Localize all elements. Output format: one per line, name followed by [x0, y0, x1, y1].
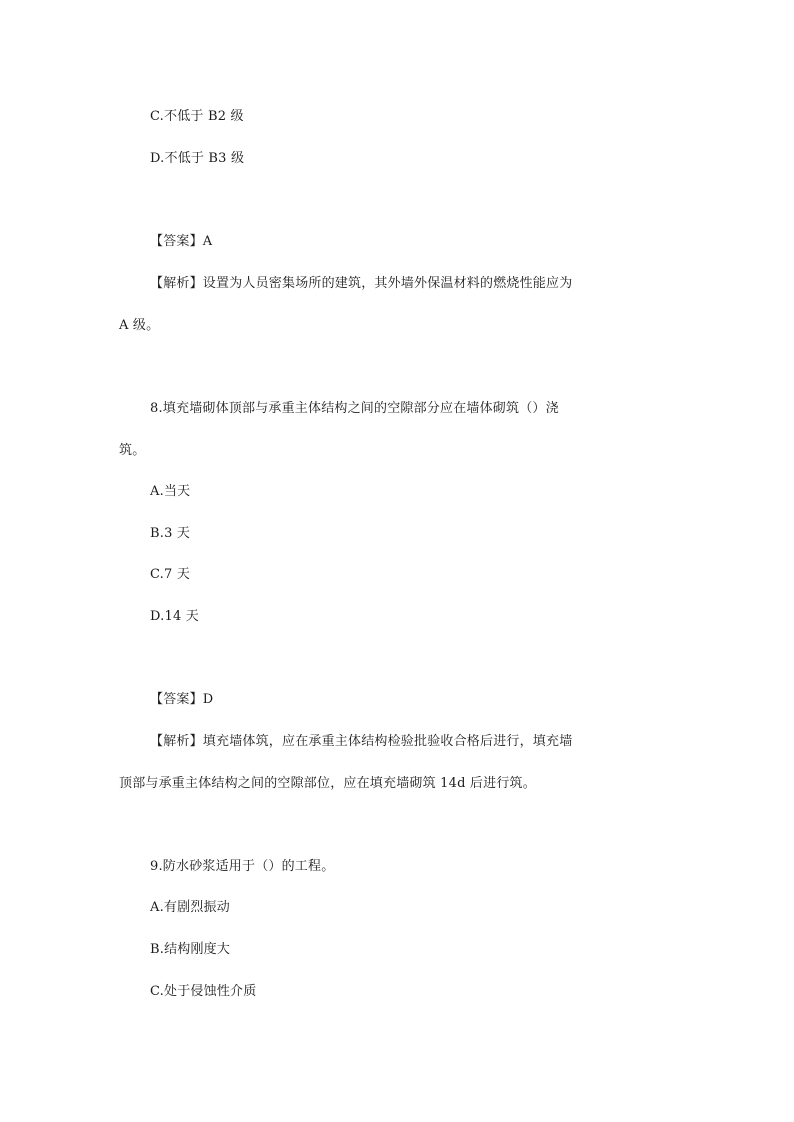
q9-option-c: C.处于侵蚀性介质 — [150, 984, 257, 999]
q7-analysis-line1: 【解析】设置为人员密集场所的建筑，其外墙外保温材料的燃烧性能应为 — [150, 276, 573, 291]
q8-stem-line1: 8.填充墙砌体顶部与承重主体结构之间的空隙部分应在墙体砌筑（）浇 — [150, 401, 559, 416]
q8-stem-line2: 筑。 — [119, 443, 146, 458]
q8-analysis-line1: 【解析】填充墙体筑，应在承重主体结构检验批验收合格后进行，填充墙 — [150, 734, 573, 749]
q7-analysis-line2: A 级。 — [119, 318, 160, 333]
q8-option-c: C.7 天 — [150, 567, 191, 582]
q9-option-a: A.有剧烈振动 — [150, 900, 230, 915]
q8-answer: 【答案】D — [150, 692, 214, 707]
q8-analysis-line2: 顶部与承重主体结构之间的空隙部位，应在填充墙砌筑 14d 后进行筑。 — [119, 776, 536, 791]
q9-stem: 9.防水砂浆适用于（）的工程。 — [150, 859, 335, 874]
q8-option-a: A.当天 — [150, 484, 191, 499]
q7-option-d: D.不低于 B3 级 — [150, 151, 245, 166]
q9-option-b: B.结构刚度大 — [150, 942, 231, 957]
q8-option-d: D.14 天 — [150, 609, 199, 624]
q7-answer: 【答案】A — [150, 234, 213, 249]
q7-option-c: C.不低于 B2 级 — [150, 109, 244, 124]
q8-option-b: B.3 天 — [150, 526, 191, 541]
